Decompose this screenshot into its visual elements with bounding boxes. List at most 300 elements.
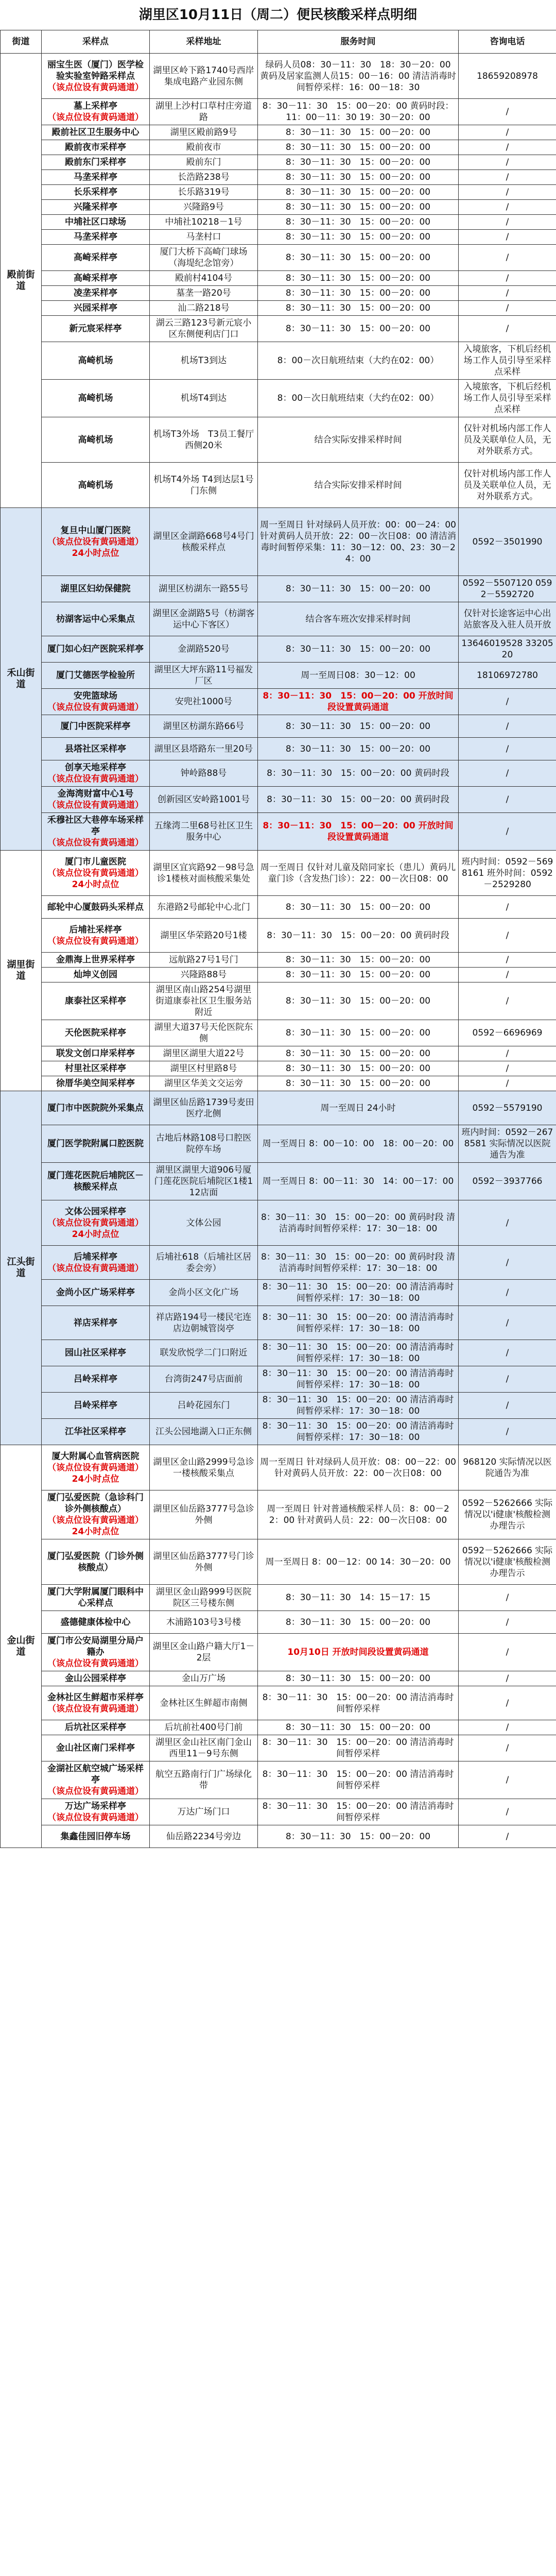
site-name: 厦门弘爱医院（急诊科门诊外侧核酸点） xyxy=(47,1493,144,1514)
site-cell xyxy=(42,380,150,417)
site-name: 厦门艾德医学检验所 xyxy=(56,670,135,681)
address-cell: 远航路27号1号门 xyxy=(150,953,258,968)
site-name: 园山社区采样亭 xyxy=(65,1348,126,1358)
address-cell: 湖里区金湖路5号（枋湖客运中心下客区） xyxy=(150,602,258,636)
site-cell xyxy=(42,286,150,301)
site-cell xyxy=(42,1585,150,1611)
address-cell: 厦门大桥下高崎门球场（海堤纪念馆旁） xyxy=(150,245,258,271)
site-name: 康泰社区采样亭 xyxy=(65,996,126,1006)
table-row xyxy=(1,1366,556,1393)
service-time-cell xyxy=(258,1686,459,1720)
service-time-cell xyxy=(258,896,459,919)
service-time-text: 8：30－11：30 15：00－20：00 xyxy=(285,172,431,182)
address-cell: 墓垄一路20号 xyxy=(150,286,258,301)
service-time-cell xyxy=(258,1306,459,1340)
phone-cell: / xyxy=(459,982,556,1020)
address-cell: 机场T3到达 xyxy=(150,342,258,380)
table-row xyxy=(1,1061,556,1076)
address-cell: 兴隆路88号 xyxy=(150,968,258,982)
site-name: 禾穆社区大巷停车场采样亭 xyxy=(47,815,144,837)
site-cell xyxy=(42,170,150,185)
site-cell xyxy=(42,1280,150,1306)
address-cell: 安兜社1000号 xyxy=(150,689,258,715)
address-cell: 马垄村口 xyxy=(150,230,258,245)
header-phone: 咨询电话 xyxy=(459,30,556,54)
address-cell: 湖里区金山社区南门金山西里11－9号东侧 xyxy=(150,1735,258,1761)
site-name: 湖里区妇幼保健院 xyxy=(60,584,131,594)
address-cell: 机场T4外场 T4到达层1号门东侧 xyxy=(150,463,258,508)
yellow-code-note: （该点位设有黄码通道） xyxy=(47,774,144,784)
site-cell xyxy=(42,463,150,508)
site-cell xyxy=(42,787,150,813)
table-row xyxy=(1,417,556,463)
site-name: 厦门市公安局湖里分局户籍办 xyxy=(47,1636,144,1657)
phone-cell: / xyxy=(459,170,556,185)
site-cell xyxy=(42,342,150,380)
table-row xyxy=(1,813,556,851)
service-time-cell xyxy=(258,738,459,760)
site-name: 村里社区采样亭 xyxy=(65,1063,126,1074)
service-time-text: 8：30－11：30 15：00－20：00 xyxy=(285,273,431,283)
address-cell: 木浦路103号3号楼 xyxy=(150,1611,258,1634)
phone-cell: 入境旅客，下机后经机场工作人员引导至采样点采样 xyxy=(459,380,556,417)
table-row xyxy=(1,286,556,301)
site-name: 殿前夜市采样亭 xyxy=(65,142,126,152)
phone-cell: / xyxy=(459,813,556,851)
site-name: 墓上采样亭 xyxy=(74,101,117,111)
site-name: 高崎采样亭 xyxy=(74,273,117,283)
service-time-cell xyxy=(258,170,459,185)
site-cell xyxy=(42,715,150,738)
site-cell xyxy=(42,1200,150,1246)
phone-cell: / xyxy=(459,301,556,316)
service-time-cell xyxy=(258,953,459,968)
yellow-code-note: （该点位设有黄码通道） 24小时点位 xyxy=(47,1462,144,1484)
site-cell xyxy=(42,1061,150,1076)
table-row xyxy=(1,463,556,508)
table-row xyxy=(1,1091,556,1125)
street-cell: 江头街道 xyxy=(1,1091,42,1445)
yellow-code-note: （该点位设有黄码通道） xyxy=(47,1263,144,1274)
site-cell xyxy=(42,1046,150,1061)
yellow-code-note: （该点位设有黄码通道） 24小时点位 xyxy=(47,1515,144,1537)
table-row xyxy=(1,1280,556,1306)
phone-cell: / xyxy=(459,1306,556,1340)
phone-cell: / xyxy=(459,200,556,215)
site-cell xyxy=(42,1246,150,1280)
site-cell xyxy=(42,851,150,896)
address-cell: 湖里区宜宾路92－98号急诊1楼核对面核酸采集处 xyxy=(150,851,258,896)
table-row xyxy=(1,245,556,271)
street-cell: 湖里街道 xyxy=(1,851,42,1091)
table-row xyxy=(1,342,556,380)
address-cell: 湖里上沙村口草村庄旁道路 xyxy=(150,99,258,125)
phone-cell: / xyxy=(459,1585,556,1611)
site-cell xyxy=(42,245,150,271)
address-cell: 五缘湾二里68号社区卫生服务中心 xyxy=(150,813,258,851)
service-time-text: 8：30－11：30 15：00－20：00 清洁消毒时间暂停采样 xyxy=(262,1801,454,1823)
site-cell xyxy=(42,1799,150,1825)
site-name: 殿前社区卫生服务中心 xyxy=(51,127,140,138)
table-row xyxy=(1,1735,556,1761)
street-cell: 金山街道 xyxy=(1,1445,42,1848)
phone-cell: 0592－6696969 xyxy=(459,1020,556,1046)
phone-cell: / xyxy=(459,1046,556,1061)
table-row xyxy=(1,715,556,738)
phone-cell: / xyxy=(459,738,556,760)
site-cell xyxy=(42,896,150,919)
site-cell xyxy=(42,1490,150,1539)
site-name: 金湖社区航空城广场采样亭 xyxy=(47,1764,144,1785)
site-cell xyxy=(42,1720,150,1735)
phone-cell: / xyxy=(459,1686,556,1720)
service-time-cell xyxy=(258,1163,459,1200)
site-name: 创享天地采样亭 xyxy=(65,762,126,773)
site-name: 金山公园采样亭 xyxy=(65,1673,126,1684)
table-row xyxy=(1,1340,556,1366)
address-cell: 钟岭路88号 xyxy=(150,760,258,787)
service-time-cell xyxy=(258,689,459,715)
service-time-text: 8：30－11：30 14：15－17：15 xyxy=(285,1592,431,1603)
site-name: 县塔社区采样亭 xyxy=(65,743,126,754)
yellow-code-note: （该点位设有黄码通道） 24小时点位 xyxy=(47,1217,144,1240)
service-time-text: 8：30－11：30 15：00－20：00 黄码时段 xyxy=(267,794,449,805)
site-cell xyxy=(42,1825,150,1848)
sampling-table xyxy=(0,30,556,1848)
service-time-text: 8：30－11：30 15：00－20：00 xyxy=(285,584,431,594)
site-name: 马垄采样亭 xyxy=(74,172,117,182)
service-time-text: 8：00－次日航班结束（大约在02：00） xyxy=(277,355,439,366)
table-row xyxy=(1,636,556,663)
service-time-cell xyxy=(258,1020,459,1046)
service-time-text: 8：30－11：30 15：00－20：00 xyxy=(285,127,431,138)
site-cell xyxy=(42,230,150,245)
phone-cell: / xyxy=(459,1735,556,1761)
site-name: 中埔社区口球场 xyxy=(65,217,126,227)
site-name: 吕岭采样亭 xyxy=(74,1374,117,1384)
phone-cell: / xyxy=(459,1076,556,1091)
service-time-text: 8：30－11：30 15：00－20：00 xyxy=(285,1617,431,1628)
address-cell: 殿前夜市 xyxy=(150,140,258,155)
address-cell: 后埔社618（后埔社区居委会旁） xyxy=(150,1246,258,1280)
service-time-text: 绿码人员08：30－11：30 18：30－20：00 黄码及居家监测人员15：00－16：00 清洁消毒时间暂停采样：16：00－18：30 xyxy=(260,59,456,93)
site-name: 金山社区南门采样亭 xyxy=(56,1743,135,1753)
header-site: 采样点 xyxy=(42,30,150,54)
yellow-code-note: （该点位设有黄码通道） xyxy=(47,936,144,946)
table-row xyxy=(1,1611,556,1634)
service-time-text: 8：30－11：30 15：00－20：00 xyxy=(285,1063,431,1074)
service-time-text: 8：30－11：30 15：00－20：00 xyxy=(285,187,431,197)
service-time-cell xyxy=(258,54,459,99)
site-name: 邮轮中心厦鼓码头采样点 xyxy=(47,902,144,912)
address-cell: 湖里区湖里大道906号厦门莲花医院后埔院区1楼112店面 xyxy=(150,1163,258,1200)
site-cell xyxy=(42,663,150,689)
site-cell xyxy=(42,1419,150,1445)
site-name: 殿前东门采样亭 xyxy=(65,157,126,167)
address-cell: 后坑前社400号门前 xyxy=(150,1720,258,1735)
address-cell: 仙岳路2234号旁边 xyxy=(150,1825,258,1848)
phone-cell: / xyxy=(459,1761,556,1799)
phone-cell: 班内时间：0592－5698161 班外时间：0592－2529280 xyxy=(459,851,556,896)
service-time-cell xyxy=(258,1799,459,1825)
phone-cell: / xyxy=(459,155,556,170)
phone-cell: / xyxy=(459,1720,556,1735)
service-time-cell xyxy=(258,787,459,813)
phone-cell: 仅针对机场内部工作人员及关联单位人员，无对外联系方式。 xyxy=(459,417,556,463)
service-time-text: 8：30－11：30 15：00－20：00 开放时间段设置黄码通道 xyxy=(263,691,454,713)
service-time-cell xyxy=(258,508,459,576)
service-time-cell xyxy=(258,1076,459,1091)
site-name: 厦门弘爱医院（门诊外侧核酸点） xyxy=(47,1551,144,1573)
site-name: 马垄采样亭 xyxy=(74,232,117,242)
site-name: 金鼎海上世界采样亭 xyxy=(56,955,135,965)
table-row xyxy=(1,230,556,245)
service-time-text: 8：30－11：30 15：00－20：00 xyxy=(285,142,431,152)
phone-cell: / xyxy=(459,230,556,245)
site-name: 高崎机场 xyxy=(78,355,113,366)
site-cell xyxy=(42,185,150,200)
page-title: 湖里区10月11日（周二）便民核酸采样点明细 xyxy=(138,7,418,23)
service-time-cell xyxy=(258,715,459,738)
service-time-cell xyxy=(258,813,459,851)
service-time-text: 8：30－11：30 15：00－20：00 xyxy=(285,1078,431,1089)
address-cell: 湖里区金山路999号医院院区三号楼东侧 xyxy=(150,1585,258,1611)
phone-cell: 968120 实际情况以医院通告为准 xyxy=(459,1445,556,1490)
service-time-cell xyxy=(258,1445,459,1490)
phone-cell: / xyxy=(459,1340,556,1366)
service-time-cell xyxy=(258,1634,459,1671)
service-time-text: 8：30－11：30 15：00－20：00 xyxy=(285,252,431,263)
site-cell xyxy=(42,1671,150,1686)
service-time-text: 8：30－11：30 15：00－20：00 清洁消毒时间暂停采样：17：30－18：00 xyxy=(262,1312,454,1334)
address-cell: 古地后林路108号口腔医院停车场 xyxy=(150,1125,258,1163)
site-name: 厦门莲花医院后埔院区－核酸采样点 xyxy=(47,1171,144,1192)
site-name: 联发文创口岸采样亭 xyxy=(56,1048,135,1059)
address-cell: 湖里区金山路户籍大厅1－2层 xyxy=(150,1634,258,1671)
phone-cell: 仅针对机场内部工作人员及关联单位人员，无对外联系方式。 xyxy=(459,463,556,508)
site-cell xyxy=(42,417,150,463)
yellow-code-note: （该点位设有黄码通道） xyxy=(47,82,144,93)
table-row xyxy=(1,851,556,896)
service-time-text: 8：30－11：30 15：00－20：00 xyxy=(285,721,431,732)
site-cell xyxy=(42,1445,150,1490)
site-name: 复旦中山厦门医院 xyxy=(60,525,131,536)
phone-cell: / xyxy=(459,215,556,230)
service-time-text: 结合实际安排采样时间 xyxy=(314,434,402,445)
service-time-text: 8：30－11：30 15：00－20：00 xyxy=(285,324,431,334)
phone-cell: 0592－5579190 xyxy=(459,1091,556,1125)
service-time-text: 8：30－11：30 15：00－20：00 黄码时段： 11：00－11：30 19：30－20：00 xyxy=(262,101,454,123)
address-cell: 江头公园地湖入口正东侧 xyxy=(150,1419,258,1445)
site-cell xyxy=(42,1020,150,1046)
service-time-cell xyxy=(258,760,459,787)
address-cell: 湖里区枋湖东路66号 xyxy=(150,715,258,738)
yellow-code-note: （该点位设有黄码通道） xyxy=(47,112,144,123)
service-time-cell xyxy=(258,1393,459,1419)
service-time-text: 10月10日 开放时间段设置黄码通道 xyxy=(287,1647,429,1657)
address-cell: 殿前东门 xyxy=(150,155,258,170)
site-name: 枋湖客运中心采集点 xyxy=(56,614,135,624)
site-name: 兴隆采样亭 xyxy=(74,202,117,212)
address-cell: 汕二路218号 xyxy=(150,301,258,316)
address-cell: 联发欣悦学二门口附近 xyxy=(150,1340,258,1366)
service-time-text: 8：30－11：30 15：00－20：00 黄码时段 清洁消毒时间暂停采样：17：30－18：00 xyxy=(260,1212,456,1234)
table-row xyxy=(1,1076,556,1091)
service-time-cell xyxy=(258,1720,459,1735)
phone-cell: / xyxy=(459,787,556,813)
phone-cell: / xyxy=(459,968,556,982)
address-cell: 创新园区安岭路1001号 xyxy=(150,787,258,813)
table-row xyxy=(1,301,556,316)
table-row xyxy=(1,508,556,576)
service-time-cell xyxy=(258,1671,459,1686)
service-time-cell xyxy=(258,1611,459,1634)
site-name: 丽宝生医（厦门）医学检验实验室钟路采样点 xyxy=(47,59,144,81)
table-row xyxy=(1,316,556,342)
phone-cell: / xyxy=(459,1671,556,1686)
service-time-cell xyxy=(258,1490,459,1539)
address-cell: 金尚小区文化广场 xyxy=(150,1280,258,1306)
site-cell xyxy=(42,1761,150,1799)
site-cell xyxy=(42,1686,150,1720)
address-cell: 金山万广场 xyxy=(150,1671,258,1686)
service-time-text: 8：30－11：30 15：00－20：00 xyxy=(285,232,431,242)
yellow-code-note: （该点位设有黄码通道） xyxy=(47,702,144,713)
site-cell xyxy=(42,271,150,286)
site-cell xyxy=(42,1393,150,1419)
phone-cell: / xyxy=(459,286,556,301)
service-time-cell xyxy=(258,316,459,342)
table-row xyxy=(1,982,556,1020)
site-cell xyxy=(42,155,150,170)
table-row xyxy=(1,1761,556,1799)
site-cell xyxy=(42,636,150,663)
site-name: 徐厝华美空间采样亭 xyxy=(56,1078,135,1089)
site-cell xyxy=(42,54,150,99)
service-time-cell xyxy=(258,140,459,155)
header-row xyxy=(1,30,556,54)
service-time-cell xyxy=(258,602,459,636)
address-cell: 湖里区殿前路9号 xyxy=(150,125,258,140)
service-time-text: 8：30－11：30 15：00－20：00 黄码时段 xyxy=(267,768,449,778)
service-time-cell xyxy=(258,99,459,125)
service-time-cell xyxy=(258,301,459,316)
site-cell xyxy=(42,1735,150,1761)
yellow-code-note: （该点位设有黄码通道） xyxy=(47,1812,144,1823)
table-row xyxy=(1,1671,556,1686)
site-name: 厦大附属心血管病医院 xyxy=(51,1451,140,1462)
address-cell: 祥店路194号一楼民宅连店边朝城管岗亭 xyxy=(150,1306,258,1340)
address-cell: 兴隆路9号 xyxy=(150,200,258,215)
site-name: 后埔采样亭 xyxy=(74,1251,117,1262)
site-cell xyxy=(42,576,150,602)
site-cell xyxy=(42,1366,150,1393)
address-cell: 湖里区华荣路20号1楼 xyxy=(150,919,258,953)
site-name: 盛德健康体检中心 xyxy=(60,1617,131,1628)
phone-cell: / xyxy=(459,919,556,953)
service-time-text: 8：30－11：30 15：00－20：00 xyxy=(285,303,431,313)
site-name: 厦门中医院采样亭 xyxy=(60,721,131,732)
table-row xyxy=(1,919,556,953)
site-name: 后坑社区采样亭 xyxy=(65,1722,126,1733)
service-time-cell xyxy=(258,342,459,380)
site-name: 高崎机场 xyxy=(78,480,113,490)
site-name: 高崎机场 xyxy=(78,393,113,403)
yellow-code-note: （该点位设有黄码通道） xyxy=(47,1786,144,1797)
phone-cell: 0592－5507120 0592－5592720 xyxy=(459,576,556,602)
header-address: 采样地址 xyxy=(150,30,258,54)
phone-cell: 入境旅客，下机后经机场工作人员引导至采样点采样 xyxy=(459,342,556,380)
table-row xyxy=(1,602,556,636)
site-name: 凌垄采样亭 xyxy=(74,288,117,298)
site-name: 吕岭采样亭 xyxy=(74,1400,117,1411)
table-row xyxy=(1,953,556,968)
phone-cell: / xyxy=(459,1200,556,1246)
site-cell xyxy=(42,813,150,851)
service-time-cell xyxy=(258,185,459,200)
table-row xyxy=(1,1246,556,1280)
service-time-cell xyxy=(258,125,459,140)
service-time-cell xyxy=(258,1200,459,1246)
site-cell xyxy=(42,968,150,982)
phone-cell: / xyxy=(459,185,556,200)
table-row xyxy=(1,155,556,170)
table-row xyxy=(1,1720,556,1735)
address-cell: 湖里区仙岳路1739号麦田医疗北侧 xyxy=(150,1091,258,1125)
service-time-text: 8：30－11：30 15：00－20：00 xyxy=(285,1722,431,1733)
phone-cell: / xyxy=(459,245,556,271)
site-name: 文体公园采样亭 xyxy=(65,1206,126,1217)
service-time-cell xyxy=(258,200,459,215)
yellow-code-note: （该点位设有黄码通道） xyxy=(47,1658,144,1669)
table-row xyxy=(1,689,556,715)
phone-cell: 0592－3501990 xyxy=(459,508,556,576)
service-time-cell xyxy=(258,636,459,663)
service-time-text: 8：30－11：30 15：00－20：00 xyxy=(285,902,431,912)
service-time-text: 8：30－11：30 15：00－20：00 清洁消毒时间暂停采样：17：30－18：00 xyxy=(262,1282,454,1303)
service-time-text: 8：30－11：30 15：00－20：00 清洁消毒时间暂停采样 xyxy=(262,1769,454,1791)
site-name: 后埔社采样亭 xyxy=(69,924,122,935)
site-name: 万达广场采样亭 xyxy=(65,1801,126,1811)
service-time-cell xyxy=(258,245,459,271)
table-row xyxy=(1,1490,556,1539)
service-time-text: 8：30－11：30 15：00－20：00 清洁消毒时间暂停采样：17：30－18：00 xyxy=(262,1395,454,1416)
table-row xyxy=(1,1634,556,1671)
service-time-cell xyxy=(258,1539,459,1585)
address-cell: 台湾街247号店面前 xyxy=(150,1366,258,1393)
site-cell xyxy=(42,982,150,1020)
service-time-text: 8：30－11：30 15：00－20：00 xyxy=(285,1673,431,1684)
address-cell: 万达广场门口 xyxy=(150,1799,258,1825)
header-service-time: 服务时间 xyxy=(258,30,459,54)
table-row xyxy=(1,1125,556,1163)
service-time-text: 8：30－11：30 15：00－20：00 xyxy=(285,743,431,754)
street-cell: 殿前街道 xyxy=(1,54,42,508)
service-time-cell xyxy=(258,1061,459,1076)
service-time-text: 8：30－11：30 15：00－20：00 xyxy=(285,288,431,298)
site-name: 兴园采样亭 xyxy=(74,303,117,313)
address-cell: 湖里区县塔路东一里20号 xyxy=(150,738,258,760)
site-cell xyxy=(42,1611,150,1634)
phone-cell: / xyxy=(459,271,556,286)
phone-cell: / xyxy=(459,715,556,738)
service-time-text: 8：30－11：30 15：00－20：00 xyxy=(285,996,431,1006)
site-cell xyxy=(42,602,150,636)
address-cell: 湖里区华美文交运旁 xyxy=(150,1076,258,1091)
service-time-text: 8：30－11：30 15：00－20：00 xyxy=(285,970,431,980)
address-cell: 航空五路南行门广场绿化带 xyxy=(150,1761,258,1799)
site-cell xyxy=(42,1306,150,1340)
